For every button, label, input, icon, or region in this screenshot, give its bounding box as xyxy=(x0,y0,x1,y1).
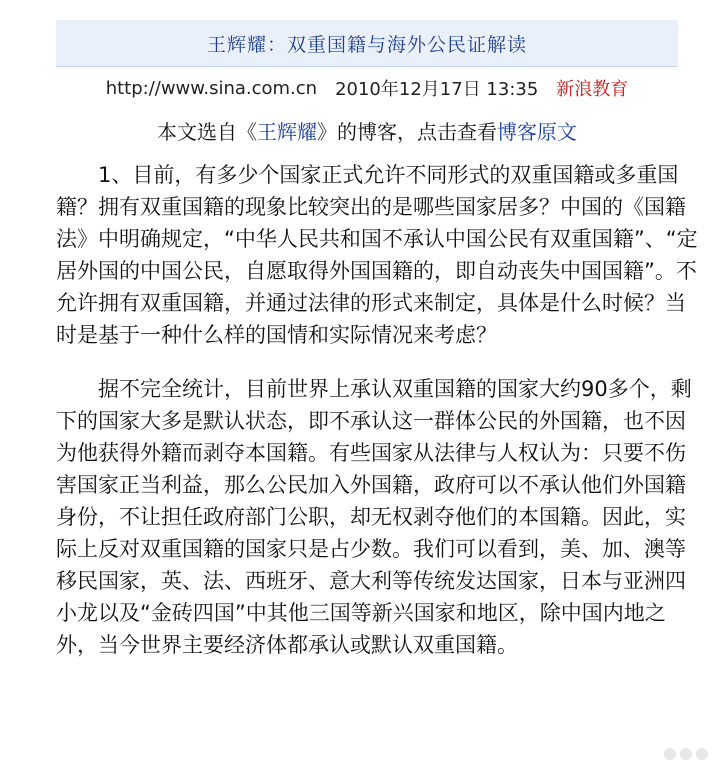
watermark-dot xyxy=(680,748,692,760)
watermark-dot xyxy=(696,748,708,760)
watermark xyxy=(664,748,708,760)
author-link[interactable]: 王辉耀 xyxy=(257,119,317,144)
byline-prefix: 本文选自《 xyxy=(157,119,257,144)
byline xyxy=(56,113,678,147)
byline-middle: 》的博客，点击查看 xyxy=(317,119,497,144)
article-body xyxy=(56,159,704,683)
article-title-bar xyxy=(56,20,678,67)
article-paragraph-1: 1、目前，有多少个国家正式允许不同形式的双重国籍或多重国籍？拥有双重国籍的现象比较突出的是哪些国家居多？中国的《国籍法》中明确规定，“中华人民共和国不承认中国公民有双重国籍”、“定居外国的中国公民，自愿取得外国国籍的，即自动丧失中国国籍”。不允许拥有双重国籍，并通过法律的形式来制定，具体是什么时候？当时是基于一种什么样的国情和实际情况来考虑？ xyxy=(56,163,698,347)
article-meta xyxy=(56,74,678,102)
publish-datetime: 2010年12月17日 13:35 xyxy=(335,79,539,100)
watermark-dot xyxy=(664,748,676,760)
blog-original-link[interactable]: 博客原文 xyxy=(497,119,577,144)
article-title: 王辉耀：双重国籍与海外公民证解读 xyxy=(206,33,527,56)
article-paragraph-2: 据不完全统计，目前世界上承认双重国籍的国家大约90多个，剩下的国家大多是默认状态，即不承认这一群体公民的外国籍，也不因为他获得外籍而剥夺本国籍。有些国家从法律与人权认为：只要不伤害国家正当利益，那么公民加入外国籍，政府可以不承认他们外国籍身份，不让担任政府部门公职，却无权剥夺他们的本国籍。因此，实际上反对双重国籍的国家只是占少数。我们可以看到，美、加、澳等移民国家，英、法、西班牙、意大利等传统发达国家，日本与亚洲四小龙以及“金砖四国”中其他三国等新兴国家和地区，除中国内地之外，当今世界主要经济体都承认或默认双重国籍。 xyxy=(56,377,692,657)
source-name-link[interactable]: 新浪教育 xyxy=(556,79,629,100)
source-url[interactable]: http://www.sina.com.cn xyxy=(105,77,318,99)
